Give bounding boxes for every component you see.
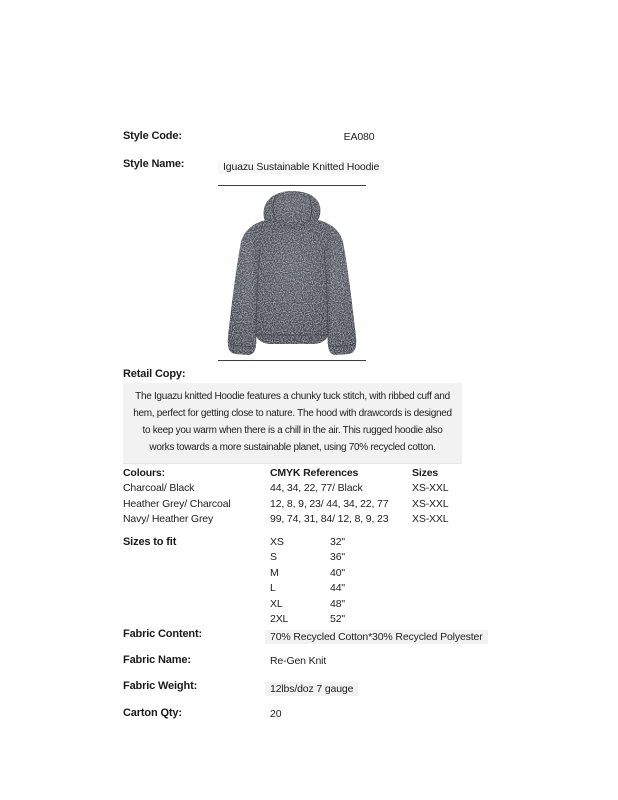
style-name-value: Iguazu Sustainable Knitted Hoodie	[218, 160, 384, 174]
chest-measurement: 44"	[330, 582, 345, 595]
chest-measurement: 52"	[330, 612, 345, 625]
sizes-to-fit-label: Sizes to fit	[123, 536, 177, 548]
size-code: S	[270, 551, 277, 564]
cmyk-reference: 44, 34, 22, 77/ Black	[270, 482, 363, 495]
fabric-content-value: 70% Recycled Cotton*30% Recycled Polyester	[265, 630, 488, 644]
fabric-content-label: Fabric Content:	[123, 628, 203, 640]
size-row	[0, 536, 618, 551]
colour-row	[0, 513, 618, 528]
size-code: L	[270, 582, 276, 595]
divider-bottom	[218, 360, 366, 361]
retail-copy-text: The Iguazu knitted Hoodie features a chunky tuck stitch, with ribbed cuff and hem, perfect for getting close to nature. The hood with drawcords is designed to keep you warm when there is a chill in the air. This rugged hoodie also works towards a more sustainable planet, using 70% recycled cotton.	[123, 383, 462, 464]
carton-qty-value: 20	[270, 708, 282, 720]
size-code: 2XL	[270, 612, 289, 625]
fabric-weight-value: 12lbs/doz 7 gauge	[265, 682, 358, 696]
colours-header: Colours:	[123, 467, 165, 479]
size-code: M	[270, 566, 279, 579]
divider-top	[218, 185, 366, 186]
size-row	[0, 598, 618, 613]
size-range: XS-XXL	[412, 482, 449, 495]
fabric-name-label: Fabric Name:	[123, 654, 191, 666]
cmyk-header: CMYK References	[270, 467, 359, 479]
size-row	[0, 582, 618, 597]
chest-measurement: 48"	[330, 597, 345, 610]
chest-measurement: 32"	[330, 536, 345, 548]
fabric-weight-label: Fabric Weight:	[123, 680, 198, 692]
chest-measurement: 36"	[330, 551, 345, 564]
cmyk-reference: 99, 74, 31, 84/ 12, 8, 9, 23	[270, 512, 389, 525]
style-code-label: Style Code:	[123, 130, 182, 142]
colour-row	[0, 498, 618, 513]
style-name-label: Style Name:	[123, 158, 185, 170]
carton-qty-label: Carton Qty:	[123, 707, 182, 719]
product-image	[218, 188, 366, 358]
hoodie-illustration	[218, 188, 366, 358]
size-range: XS-XXL	[412, 497, 449, 510]
chest-measurement: 40"	[330, 566, 345, 579]
size-row	[0, 551, 618, 566]
size-code: XS	[270, 536, 284, 548]
size-code: XL	[270, 597, 283, 610]
colour-name: Charcoal/ Black	[123, 482, 195, 495]
colour-name: Heather Grey/ Charcoal	[123, 497, 231, 510]
retail-copy-label: Retail Copy:	[123, 368, 186, 380]
sizes-header: Sizes	[412, 467, 439, 479]
size-row	[0, 567, 618, 582]
colour-name: Navy/ Heather Grey	[123, 512, 214, 525]
colours-table	[0, 467, 618, 528]
fabric-name-value: Re-Gen Knit	[270, 655, 327, 667]
colour-row	[0, 482, 618, 497]
sizes-to-fit-table	[0, 536, 618, 628]
size-range: XS-XXL	[412, 512, 449, 525]
colours-table-header	[0, 467, 618, 482]
cmyk-reference: 12, 8, 9, 23/ 44, 34, 22, 77	[270, 497, 389, 510]
style-code-value: EA080	[343, 131, 375, 143]
